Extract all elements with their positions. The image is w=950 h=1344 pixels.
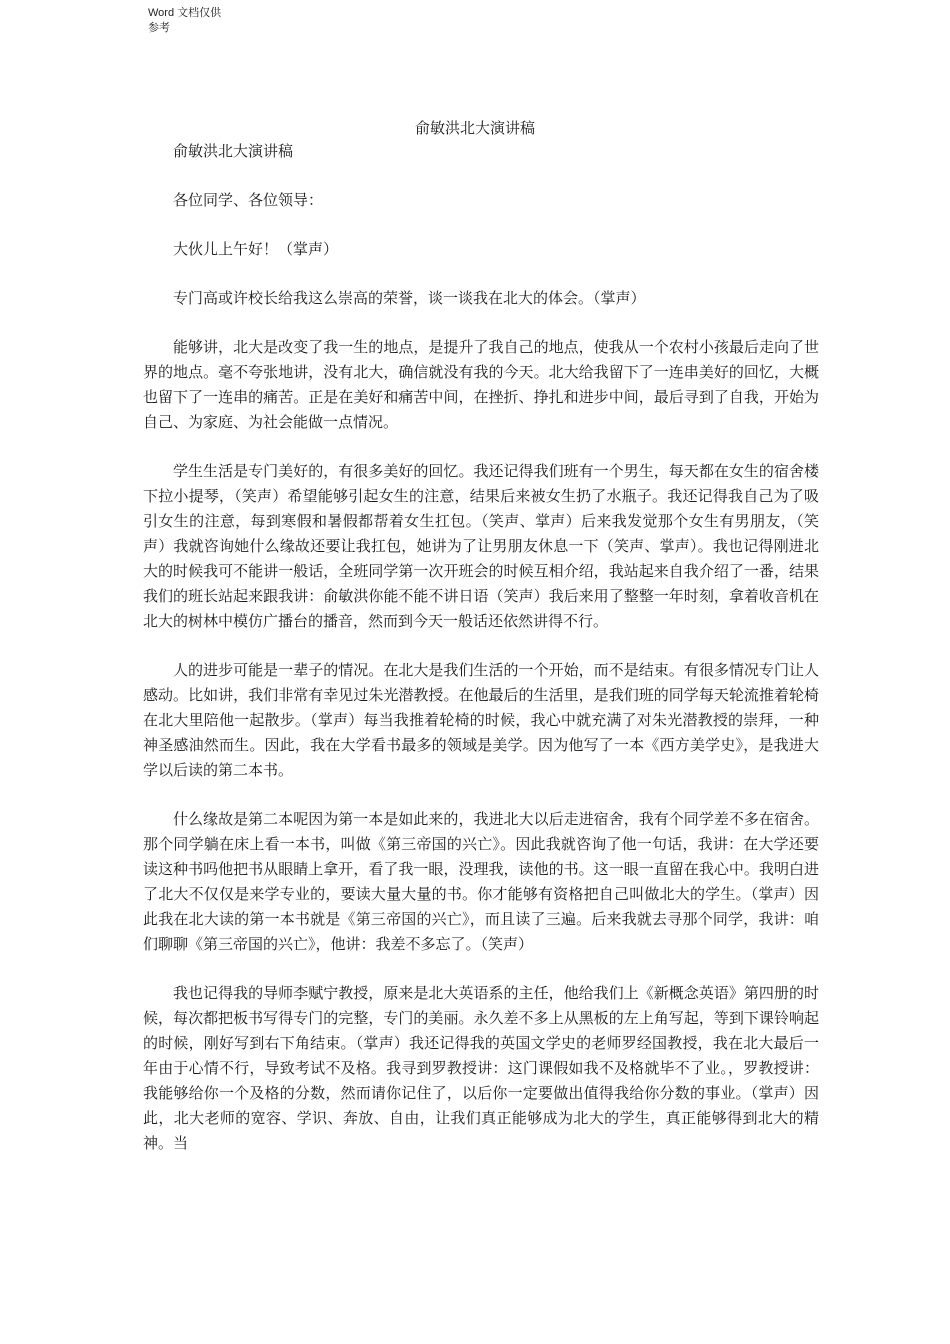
paragraph: 什么缘故是第二本呢因为第一本是如此来的，我进北大以后走进宿舍，我有个同学差不多在宿舍。那个同学躺在床上看一本书，叫做《第三帝国的兴亡》。因此我就咨询了他一句话，我讲：在大学还要读这种书吗他把书从眼睛上拿开，看了我一眼，没理我，读他的书。这一眼一直留在我心中。我明白进了北大不仅仅是来学专业的，要读大量大量的书。你才能够有资格把自己叫做北大的学生。（掌声）因此我在北大读的第一本书就是《第三帝国的兴亡》，而且读了三遍。后来我就去寻那个同学，我讲：咱们聊聊《第三帝国的兴亡》，他讲：我差不多忘了。（笑声） (143, 810, 819, 953)
paragraph: 我也记得我的导师李赋宁教授，原来是北大英语系的主任，他给我们上《新概念英语》第四册的时候，每次都把板书写得专门的完整，专门的美丽。永久差不多上从黑板的左上角写起，等到下课铃响起的时候，刚好写到右下角结束。（掌声）我还记得我的英国文学史的老师罗经国教授，我在北大最后一年由于心情不行，导致考试不及格。我寻到罗教授讲：这门课假如我不及格就毕不了业。，罗教授讲：我能够给你一个及格的分数，然而请你记住了，以后你一定要做出值得我给你分数的事业。（掌声）因此，北大老师的宽容、学识、奔放、自由，让我们真正能够成为北大的学生，真正能够得到北大的精神。当 (143, 984, 819, 1152)
paragraph-salutation: 各位同学、各位领导： (173, 191, 324, 209)
paragraph: 能够讲，北大是改变了我一生的地点，是提升了我自己的地点，使我从一个农村小孩最后走向了世界的地点。毫不夸张地讲，没有北大，确信就没有我的今天。北大给我留下了一连串美好的回忆，大概也留下了一连串的痛苦。正是在美好和痛苦中间，在挫折、挣扎和进步中间，最后寻到了自我，开始为自己、为家庭、为社会能做一点情况。 (143, 338, 819, 431)
paragraph-subtitle: 俞敏洪北大演讲稿 (173, 142, 294, 160)
document-title: 俞敏洪北大演讲稿 (414, 119, 535, 137)
document-body (143, 139, 819, 1156)
paragraph: 学生生活是专门美好的，有很多美好的回忆。我还记得我们班有一个男生，每天都在女生的宿舍楼下拉小提琴，（笑声）希望能够引起女生的注意，结果后来被女生扔了水瓶子。我还记得我自己为了吸引女生的注意，每到寒假和暑假都帮着女生扛包。（笑声、掌声）后来我发觉那个女生有男朋友，（笑声）我就咨询她什么缘故还要让我扛包，她讲为了让男朋友休息一下（笑声、掌声）。我也记得刚进北大的时候我可不能讲一般话，全班同学第一次开班会的时候互相介绍，我站起来自我介绍了一番，结果我们的班长站起来跟我讲：俞敏洪你能不能不讲日语（笑声）我后来用了整整一年时刻，拿着收音机在北大的树林中模仿广播台的播音，然而到今天一般话还依然讲得不行。 (143, 462, 819, 630)
paragraph: 人的进步可能是一辈子的情况。在北大是我们生活的一个开始，而不是结束。有很多情况专门让人感动。比如讲，我们非常有幸见过朱光潜教授。在他最后的生活里，是我们班的同学每天轮流推着轮椅在北大里陪他一起散步。（掌声）每当我推着轮椅的时候，我心中就充满了对朱光潜教授的崇拜，一种神圣感油然而生。因此，我在大学看书最多的领域是美学。因为他写了一本《西方美学史》，是我进大学以后读的第二本书。 (143, 661, 819, 779)
paragraph: 专门高或许校长给我这么崇高的荣誉，谈一谈我在北大的体会。（掌声） (173, 289, 646, 307)
watermark-text: Word 文档仅供参考 (148, 7, 222, 34)
paragraph-greeting: 大伙儿上午好！（掌声） (173, 240, 339, 258)
